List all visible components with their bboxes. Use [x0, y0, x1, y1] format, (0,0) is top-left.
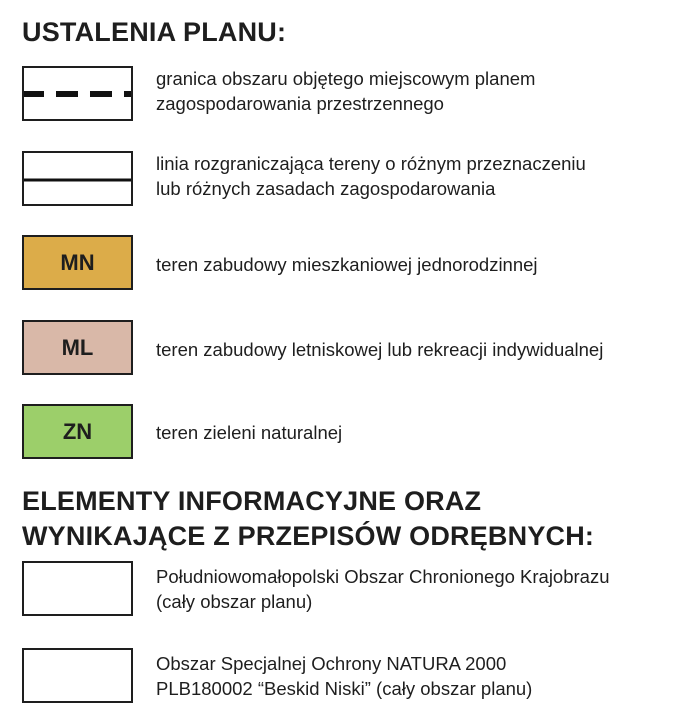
legend-label-mn [156, 252, 538, 277]
solid-line-icon [24, 153, 131, 204]
legend-label-line: teren zabudowy mieszkaniowej jednorodzinnej [156, 254, 538, 275]
legend-label-ml [156, 337, 603, 362]
legend-symbol-mn [22, 235, 133, 290]
legend-symbol-zn [22, 404, 133, 459]
legend-label-line: granica obszaru objętego miejscowym planem [156, 68, 536, 89]
section-title-info-line1: ELEMENTY INFORMACYJNE ORAZ [22, 486, 482, 516]
zone-code: ML [61, 334, 94, 360]
legend-label-line: (cały obszar planu) [156, 591, 313, 612]
legend-symbol-dashed-boundary [22, 66, 133, 121]
legend-symbol-solid-line [22, 151, 133, 206]
section-title-plan: USTALENIA PLANU: [22, 17, 287, 47]
zone-code: ZN [62, 418, 93, 444]
legend-label-zn [156, 420, 342, 445]
legend-symbol-landscape-area [22, 561, 133, 616]
legend-label-dashed-boundary [156, 66, 535, 116]
zone-code: MN [60, 249, 95, 275]
legend-label-natura-2000 [156, 651, 532, 701]
dashed-line-icon [24, 68, 131, 119]
legend-label-line: teren zieleni naturalnej [156, 422, 343, 443]
legend-label-line: PLB180002 “Beskid Niski” (cały obszar planu) [156, 678, 533, 699]
legend-label-line: linia rozgraniczająca tereny o różnym przeznaczeniu [156, 153, 586, 174]
legend-symbol-natura-2000 [22, 648, 133, 703]
legend-label-line: Obszar Specjalnej Ochrony NATURA 2000 [156, 653, 507, 674]
legend-label-line: Południowomałopolski Obszar Chronionego Krajobrazu [156, 566, 610, 587]
legend-label-landscape-area [156, 564, 610, 614]
legend-label-line: lub różnych zasadach zagospodarowania [156, 178, 496, 199]
legend-label-line: teren zabudowy letniskowej lub rekreacji indywidualnej [156, 339, 604, 360]
section-title-info-line2: WYNIKAJĄCE Z PRZEPISÓW ODRĘBNYCH: [22, 521, 595, 551]
legend-label-solid-line [156, 151, 586, 201]
legend-symbol-ml [22, 320, 133, 375]
legend-label-line: zagospodarowania przestrzennego [156, 93, 444, 114]
